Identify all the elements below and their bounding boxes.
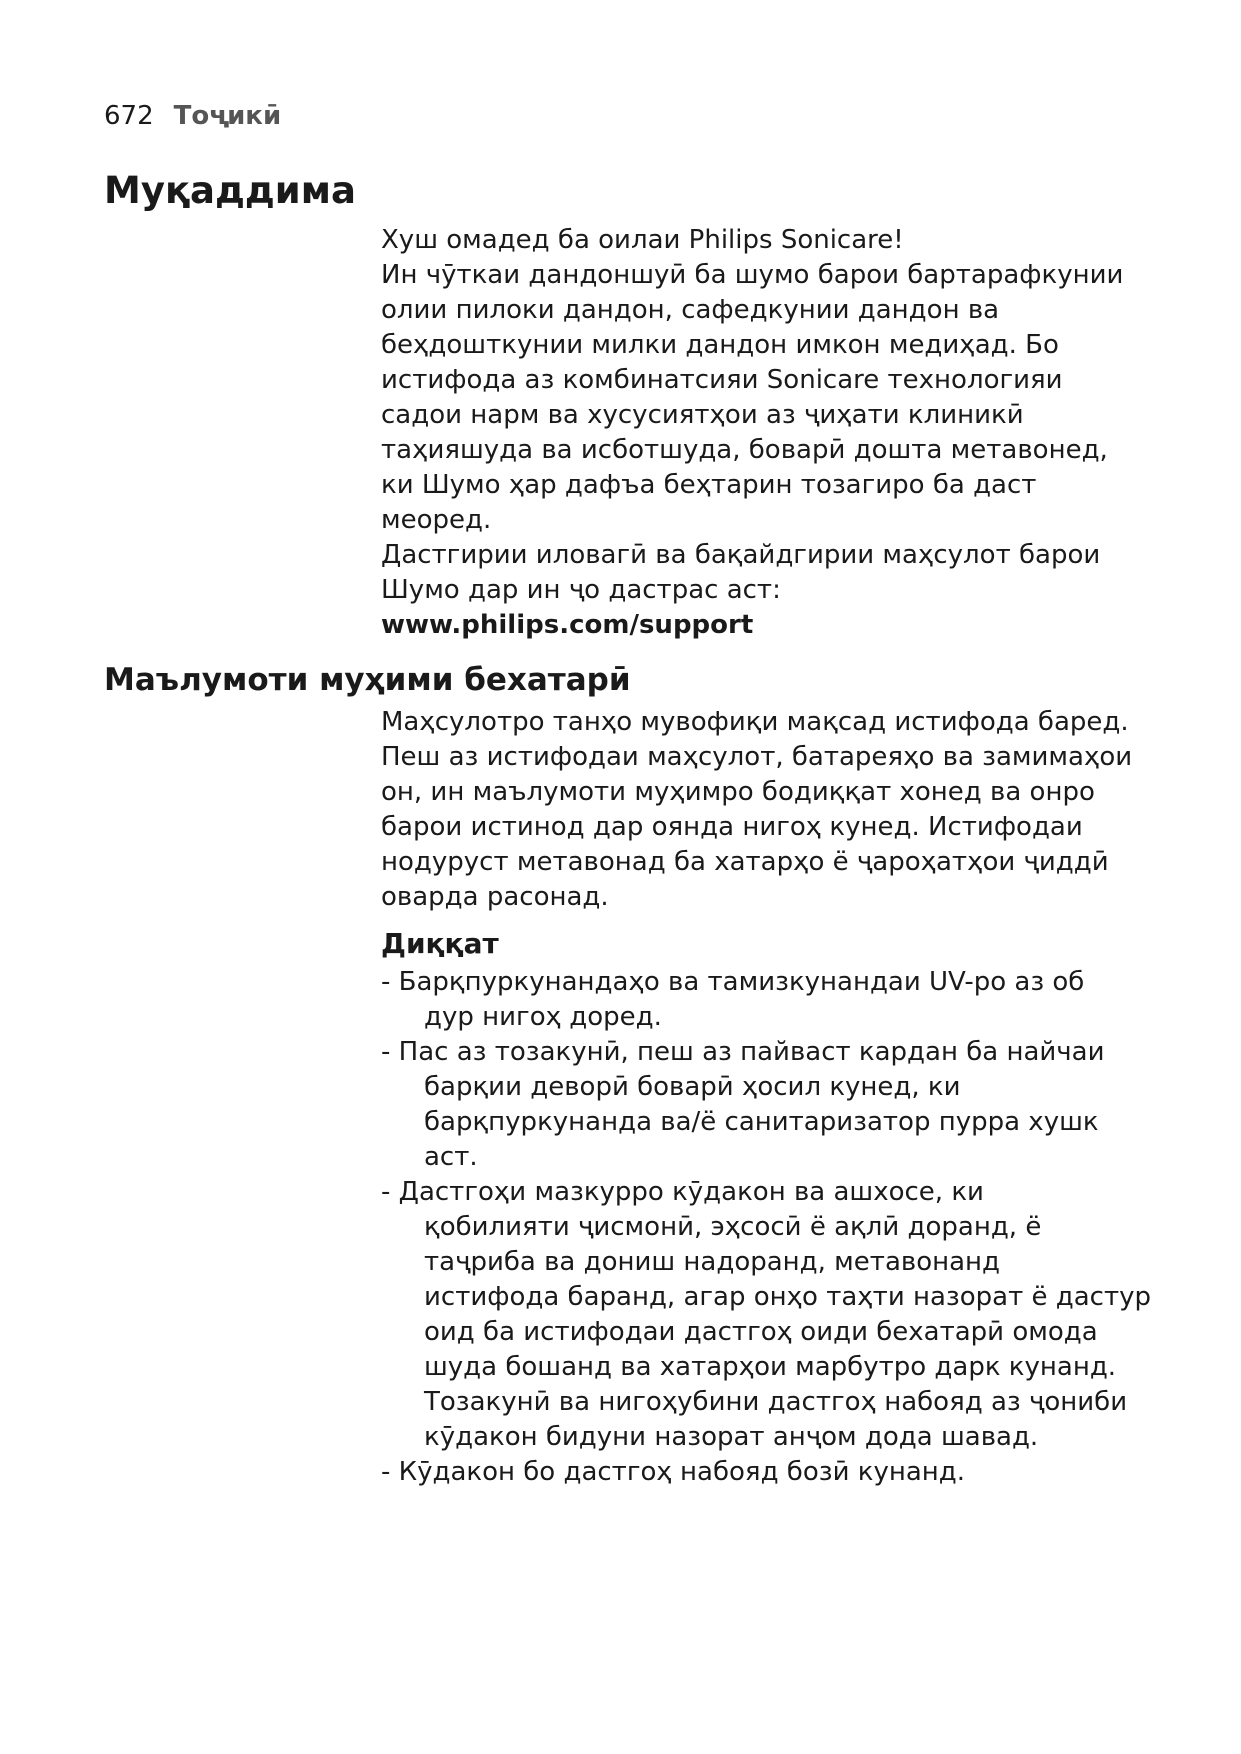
bullet-first-line: - Барқпуркунандаҳо ва тамизкунандаи UV-ро аз об (381, 967, 1085, 997)
bullet-first-line: - Пас аз тозакунӣ, пеш аз пайваст кардан ба найчаи (381, 1037, 1105, 1067)
bullet-continuation: кӯдакон бидуни назорат анҷом дода шавад. (424, 1422, 1039, 1452)
intro-line: олии пилоки дандон, сафедкунии дандон ва (381, 295, 1000, 325)
support-link[interactable]: www.philips.com/support (381, 610, 754, 640)
intro-text (381, 223, 1141, 643)
bullet-item (381, 965, 1141, 1035)
page-number: 672 (104, 101, 154, 131)
bullet-continuation: таҷриба ва дониш надоранд, метавонанд (424, 1247, 1001, 1277)
caution-heading: Диққат (381, 927, 499, 960)
safety-text (381, 705, 1151, 1490)
bullet-item (381, 1035, 1141, 1175)
bullet-continuation: аст. (424, 1142, 478, 1172)
bullet-continuation: истифода баранд, агар онҳо таҳти назорат ё дастур (424, 1282, 1151, 1312)
safety-line: он, ин маълумоти муҳимро бодиққат хонед ва онро (381, 777, 1095, 807)
intro-title: Муқаддима (104, 169, 356, 212)
bullet-continuation: оид ба истифодаи дастгоҳ оиди бехатарӣ омода (424, 1317, 1098, 1347)
bullet-continuation: барқпуркунанда ва/ё санитаризатор пурра хушк (424, 1107, 1099, 1137)
bullet-continuation: шуда бошанд ва хатарҳои марбутро дарк кунанд. (424, 1352, 1117, 1382)
safety-title: Маълумоти муҳими бехатарӣ (104, 662, 631, 698)
intro-line: садои нарм ва хусусиятҳои аз ҷиҳати клиникӣ (381, 400, 1024, 430)
intro-line: Шумо дар ин ҷо дастрас аст: (381, 575, 781, 605)
intro-line: беҳдошткунии милки дандон имкон медиҳад. Бо (381, 330, 1059, 360)
intro-line: Хуш омадед ба оилаи Philips Sonicare! (381, 225, 904, 255)
intro-line: Дастгирии иловагӣ ва бақайдгирии маҳсулот барои (381, 540, 1101, 570)
intro-line: истифода аз комбинатсияи Sonicare технологияи (381, 365, 1063, 395)
intro-line: ки Шумо ҳар дафъа беҳтарин тозагиро ба даст (381, 470, 1037, 500)
intro-line: меоред. (381, 505, 492, 535)
safety-line: Маҳсулотро танҳо мувофиқи мақсад истифода баред. (381, 707, 1129, 737)
bullet-continuation: қобилияти ҷисмонӣ, эҳсосӣ ё ақлӣ доранд, ё (424, 1212, 1042, 1242)
bullet-item (381, 1455, 1141, 1490)
bullet-item (381, 1175, 1151, 1455)
intro-line: Ин чӯткаи дандоншуӣ ба шумо барои бартарафкунии (381, 260, 1124, 290)
safety-line: барои истинод дар оянда нигоҳ кунед. Истифодаи (381, 812, 1083, 842)
bullet-continuation: Тозакунӣ ва нигоҳубини дастгоҳ набояд аз ҷониби (424, 1387, 1128, 1417)
page-header (104, 99, 281, 133)
safety-line: оварда расонад. (381, 882, 609, 912)
safety-line: Пеш аз истифодаи маҳсулот, батареяҳо ва замимаҳои (381, 742, 1133, 772)
bullet-first-line: - Дастгоҳи мазкурро кӯдакон ва ашхосе, ки (381, 1177, 984, 1207)
bullet-continuation: барқии деворӣ боварӣ ҳосил кунед, ки (424, 1072, 961, 1102)
bullet-continuation: дур нигоҳ доред. (424, 1002, 662, 1032)
page-language: Тоҷикӣ (173, 101, 282, 131)
bullet-first-line: - Кӯдакон бо дастгоҳ набояд бозӣ кунанд. (381, 1457, 965, 1487)
intro-line: таҳияшуда ва исботшуда, боварӣ дошта метавонед, (381, 435, 1108, 465)
safety-line: нодуруст метавонад ба хатарҳо ё ҷароҳатҳои ҷиддӣ (381, 847, 1109, 877)
